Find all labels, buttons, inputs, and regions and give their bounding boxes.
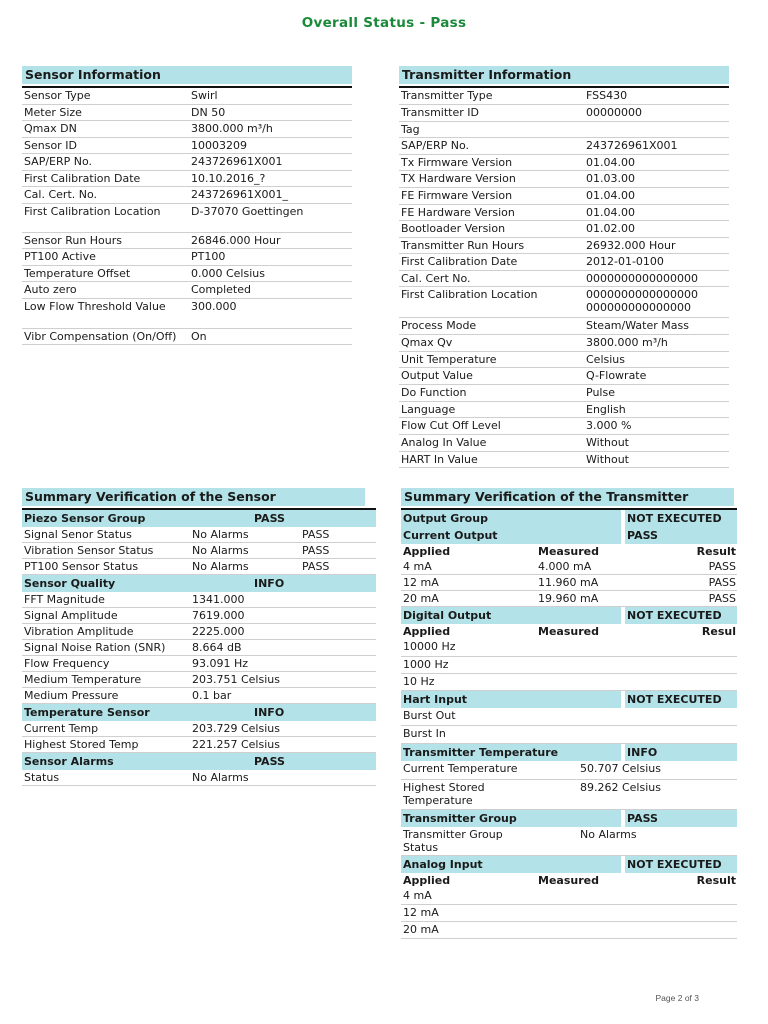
sensor-summary-panel	[22, 488, 376, 786]
info-value: 10003209	[191, 138, 247, 152]
group-label: Transmitter Temperature	[401, 744, 621, 762]
info-value: On	[191, 329, 207, 343]
info-row	[22, 248, 352, 265]
group-status: PASS	[625, 809, 737, 827]
transmitter-summary-panel	[401, 488, 737, 939]
applied-value: 10000 Hz	[403, 640, 456, 653]
info-row	[22, 298, 352, 328]
info-label: Tag	[401, 122, 420, 136]
measurement-row	[401, 656, 737, 673]
info-value: 01.04.00	[586, 205, 635, 219]
summary-row	[22, 770, 376, 786]
info-value: 3800.000 m³/h	[586, 335, 668, 349]
info-value: Without	[586, 435, 629, 449]
group-status: PASS	[252, 752, 376, 770]
measured-header: Measured	[538, 625, 599, 638]
info-value: 01.04.00	[586, 188, 635, 202]
transmitter-summary-table	[401, 510, 737, 940]
info-row	[399, 451, 729, 467]
info-value: FSS430	[586, 89, 628, 102]
applied-value: 20 mA	[403, 592, 439, 605]
info-value: Without	[586, 452, 629, 466]
column-header	[401, 544, 737, 559]
applied-header: Applied	[403, 544, 451, 558]
info-row	[399, 317, 729, 334]
info-value: 0000000000000000	[586, 271, 698, 285]
info-label: Auto zero	[24, 282, 77, 296]
info-label: HART In Value	[401, 452, 478, 466]
applied-value: 20 mA	[403, 923, 439, 936]
transmitter-summary-heading: Summary Verification of the Transmitter	[401, 488, 734, 506]
group-header-alarms	[22, 752, 376, 770]
summary-row	[22, 527, 376, 543]
info-row	[399, 367, 729, 384]
info-value: 300.000	[191, 299, 237, 313]
summary-row	[22, 655, 376, 671]
info-label: Sensor Run Hours	[24, 233, 123, 247]
group-status: INFO	[252, 703, 376, 721]
summary-result: PASS	[302, 527, 330, 541]
sensor-information-panel	[22, 66, 352, 345]
info-label: Vibr Compensation (On/Off)	[24, 329, 177, 343]
result-value	[621, 888, 737, 905]
info-value: 00000000	[586, 105, 642, 119]
info-label: Transmitter Run Hours	[401, 238, 525, 252]
group-label: Analog Input	[401, 855, 621, 873]
info-label: Meter Size	[24, 105, 82, 119]
info-value: 243726961X001	[191, 154, 283, 168]
info-label: Sensor ID	[24, 138, 77, 152]
group-header-current_output	[401, 527, 737, 544]
info-value: 0000000000000000 000000000000000	[586, 287, 698, 314]
summary-row	[22, 607, 376, 623]
measured-value: 11.960 mA	[538, 576, 599, 589]
result-header: Resul	[701, 625, 736, 638]
info-value: Celsius	[586, 352, 625, 366]
summary-row	[401, 827, 737, 856]
summary-value: No Alarms	[192, 559, 249, 573]
result-value	[621, 639, 737, 656]
summary-row	[22, 542, 376, 558]
column-header	[401, 624, 737, 639]
summary-result: PASS	[302, 543, 330, 557]
group-label: Piezo Sensor Group	[22, 510, 252, 527]
info-label: Unit Temperature	[401, 352, 497, 366]
info-label: SAP/ERP No.	[24, 154, 93, 168]
measured-header: Measured	[538, 544, 599, 558]
info-row	[22, 281, 352, 298]
sensor-summary-heading: Summary Verification of the Sensor	[22, 488, 365, 506]
sensor-information-heading: Sensor Information	[22, 66, 352, 84]
summary-value: 1341.000	[192, 592, 245, 606]
info-value: 26846.000 Hour	[191, 233, 281, 247]
group-status: INFO	[625, 744, 737, 762]
info-row	[22, 88, 352, 104]
summary-row	[22, 558, 376, 574]
group-label: Transmitter Group	[401, 809, 621, 827]
measured-value	[536, 673, 621, 690]
applied-header: Applied	[403, 625, 451, 638]
info-row	[22, 104, 352, 120]
measured-header: Measured	[538, 873, 599, 887]
summary-label: Signal Noise Ration (SNR)	[24, 640, 166, 654]
info-value: 243726961X001	[586, 138, 678, 152]
info-value	[583, 121, 729, 137]
info-label: SAP/ERP No.	[401, 138, 470, 152]
result-header: Result	[696, 873, 736, 887]
sensor-information-table	[22, 88, 352, 345]
summary-label: Medium Temperature	[24, 672, 142, 686]
summary-label: Medium Pressure	[24, 688, 119, 702]
summary-row	[22, 687, 376, 703]
measurement-row	[401, 591, 737, 607]
group-status: NOT EXECUTED	[625, 607, 737, 625]
info-value: 3.000 %	[586, 418, 632, 432]
info-row	[22, 170, 352, 186]
info-label: First Calibration Date	[24, 171, 141, 185]
measured-value	[536, 922, 621, 939]
summary-value	[536, 726, 737, 744]
summary-value: 203.751 Celsius	[192, 672, 280, 686]
info-value: 243726961X001_	[191, 187, 289, 201]
summary-result: PASS	[302, 559, 330, 573]
group-header-quality	[22, 574, 376, 592]
group-label: Sensor Alarms	[22, 752, 252, 770]
measurement-row	[401, 905, 737, 922]
summary-label: Status	[24, 770, 60, 784]
info-row	[399, 237, 729, 253]
measurement-row	[401, 639, 737, 656]
info-row	[399, 334, 729, 351]
group-header-output_group	[401, 510, 737, 527]
info-value: 01.02.00	[586, 221, 635, 235]
sensor-summary-table	[22, 510, 376, 786]
group-header-analog_input	[401, 855, 737, 873]
info-value: English	[586, 402, 626, 416]
info-row	[22, 232, 352, 248]
info-label: FE Hardware Version	[401, 205, 515, 219]
info-row	[22, 153, 352, 170]
summary-label: Highest Stored Temperature	[403, 780, 485, 807]
group-status: PASS	[625, 527, 737, 544]
summary-value: 203.729 Celsius	[192, 721, 280, 735]
transmitter-information-panel	[399, 66, 729, 468]
info-row	[22, 120, 352, 137]
applied-value: 1000 Hz	[403, 657, 449, 671]
summary-row	[22, 721, 376, 737]
summary-row	[401, 726, 737, 744]
info-label: Temperature Offset	[24, 266, 131, 280]
measured-value	[536, 656, 621, 673]
info-value: 26932.000 Hour	[586, 238, 676, 252]
info-label: Language	[401, 402, 456, 416]
column-header	[401, 873, 737, 888]
info-row	[399, 253, 729, 270]
summary-value: No Alarms	[192, 770, 249, 784]
applied-value: 4 mA	[403, 559, 432, 573]
info-label: TX Hardware Version	[401, 171, 516, 185]
info-row	[22, 328, 352, 344]
info-value: 01.03.00	[586, 171, 635, 185]
info-label: Do Function	[401, 385, 467, 399]
summary-value: No Alarms	[192, 527, 249, 541]
info-row	[22, 137, 352, 153]
measured-value: 19.960 mA	[538, 592, 599, 605]
transmitter-information-heading: Transmitter Information	[399, 66, 729, 84]
info-row	[399, 384, 729, 401]
info-label: Analog In Value	[401, 435, 487, 449]
info-value: 10.10.2016_?	[191, 171, 266, 185]
info-row	[399, 351, 729, 367]
group-header-piezo	[22, 510, 376, 527]
info-row	[399, 204, 729, 220]
info-label: Process Mode	[401, 318, 477, 332]
info-row	[22, 186, 352, 203]
result-value: PASS	[708, 592, 736, 605]
page-title: Overall Status - Pass	[301, 15, 467, 31]
info-value: PT100	[191, 249, 226, 263]
measured-value	[536, 639, 621, 656]
group-label: Hart Input	[401, 690, 621, 708]
group-label: Sensor Quality	[22, 574, 252, 592]
measurement-row	[401, 922, 737, 939]
result-value	[621, 673, 737, 690]
measured-value: 4.000 mA	[538, 559, 592, 573]
info-value: 01.04.00	[586, 155, 635, 169]
applied-header: Applied	[403, 873, 451, 887]
info-label: Output Value	[401, 368, 473, 382]
measurement-row	[401, 888, 737, 905]
result-header: Result	[696, 544, 736, 558]
group-label: Output Group	[401, 510, 621, 527]
info-label: Cal. Cert No.	[401, 271, 471, 285]
info-value: DN 50	[191, 105, 226, 119]
summary-row	[401, 761, 737, 779]
applied-value: 4 mA	[403, 888, 432, 902]
group-status: NOT EXECUTED	[625, 690, 737, 708]
info-label: Transmitter Type	[401, 89, 493, 102]
summary-value: No Alarms	[580, 827, 637, 841]
summary-value: 0.1 bar	[192, 688, 232, 702]
group-label: Digital Output	[401, 607, 621, 625]
info-label: Transmitter ID	[401, 105, 479, 119]
result-value	[621, 905, 737, 922]
transmitter-information-table	[399, 88, 729, 468]
summary-row	[22, 639, 376, 655]
info-label: Flow Cut Off Level	[401, 418, 501, 432]
info-label: First Calibration Location	[24, 204, 161, 218]
summary-value: No Alarms	[192, 543, 249, 557]
info-value: Steam/Water Mass	[586, 318, 689, 332]
info-label: Tx Firmware Version	[401, 155, 513, 169]
measurement-row	[401, 673, 737, 690]
info-row	[22, 265, 352, 281]
group-label: Current Output	[401, 527, 621, 544]
result-value	[621, 656, 737, 673]
summary-label: Burst Out	[403, 708, 456, 722]
summary-label: Signal Amplitude	[24, 608, 118, 622]
summary-value	[536, 708, 737, 726]
summary-label: Current Temp	[24, 721, 99, 735]
result-value: PASS	[708, 559, 736, 573]
summary-label: Flow Frequency	[24, 656, 110, 670]
summary-label: Vibration Amplitude	[24, 624, 134, 638]
summary-value: 93.091 Hz	[192, 656, 249, 670]
summary-row	[22, 671, 376, 687]
group-status: INFO	[252, 574, 376, 592]
info-label: Sensor Type	[24, 89, 91, 102]
group-header-temperature	[22, 703, 376, 721]
summary-value: 221.257 Celsius	[192, 737, 280, 751]
info-value: 2012-01-0100	[586, 254, 664, 268]
info-row	[399, 401, 729, 417]
summary-value: 50.707 Celsius	[580, 762, 661, 775]
group-status: NOT EXECUTED	[625, 510, 737, 527]
info-row	[399, 434, 729, 451]
summary-value: 7619.000	[192, 608, 245, 622]
summary-label: Signal Senor Status	[24, 527, 132, 541]
info-label: First Calibration Location	[401, 287, 538, 301]
info-label: Qmax DN	[24, 121, 77, 135]
info-row	[399, 270, 729, 286]
summary-row	[22, 592, 376, 608]
info-label: First Calibration Date	[401, 254, 518, 268]
summary-value: 2225.000	[192, 624, 245, 638]
summary-label: FFT Magnitude	[24, 592, 105, 606]
info-row	[399, 154, 729, 170]
group-header-digital_output	[401, 607, 737, 625]
applied-value: 10 Hz	[403, 674, 435, 688]
summary-label: Highest Stored Temp	[24, 737, 139, 751]
info-row	[399, 104, 729, 121]
page-number: Page 2 of 3	[655, 993, 699, 1003]
info-label: Cal. Cert. No.	[24, 187, 98, 201]
info-label: Bootloader Version	[401, 221, 506, 235]
info-row	[399, 187, 729, 204]
info-label: Low Flow Threshold Value	[24, 299, 166, 313]
info-value: Swirl	[191, 89, 218, 102]
summary-row	[401, 708, 737, 726]
info-row	[399, 121, 729, 137]
measured-value	[536, 888, 621, 905]
summary-row	[22, 623, 376, 639]
group-label: Temperature Sensor	[22, 703, 252, 721]
summary-row	[401, 779, 737, 809]
info-label: Qmax Qv	[401, 335, 453, 349]
info-label: FE Firmware Version	[401, 188, 513, 202]
info-label: PT100 Active	[24, 249, 96, 263]
summary-label: Vibration Sensor Status	[24, 543, 154, 557]
result-value: PASS	[708, 576, 736, 589]
summary-value: 89.262 Celsius	[580, 780, 661, 794]
summary-label: PT100 Sensor Status	[24, 559, 139, 573]
summary-label: Burst In	[403, 727, 446, 740]
group-status: NOT EXECUTED	[625, 855, 737, 873]
info-value: Q-Flowrate	[586, 368, 647, 382]
measurement-row	[401, 559, 737, 575]
summary-label: Current Temperature	[403, 762, 518, 775]
info-value: 0.000 Celsius	[191, 266, 265, 280]
group-status: PASS	[252, 510, 376, 527]
info-row	[22, 203, 352, 232]
info-row	[399, 170, 729, 187]
info-row	[399, 88, 729, 104]
info-row	[399, 286, 729, 317]
info-value: 3800.000 m³/h	[191, 121, 273, 135]
info-value: Pulse	[586, 385, 615, 399]
group-header-hart_input	[401, 690, 737, 708]
summary-value: 8.664 dB	[192, 640, 242, 654]
applied-value: 12 mA	[403, 576, 439, 589]
measured-value	[536, 905, 621, 922]
result-value	[621, 922, 737, 939]
summary-row	[22, 736, 376, 752]
info-value: Completed	[191, 282, 251, 296]
info-row	[399, 137, 729, 154]
info-row	[399, 417, 729, 434]
group-header-transmitter_temperature	[401, 744, 737, 762]
applied-value: 12 mA	[403, 906, 439, 919]
summary-label: Transmitter Group Status	[403, 827, 503, 854]
group-header-transmitter_group	[401, 809, 737, 827]
info-value: D-37070 Goettingen	[191, 204, 304, 218]
measurement-row	[401, 575, 737, 591]
info-row	[399, 220, 729, 237]
